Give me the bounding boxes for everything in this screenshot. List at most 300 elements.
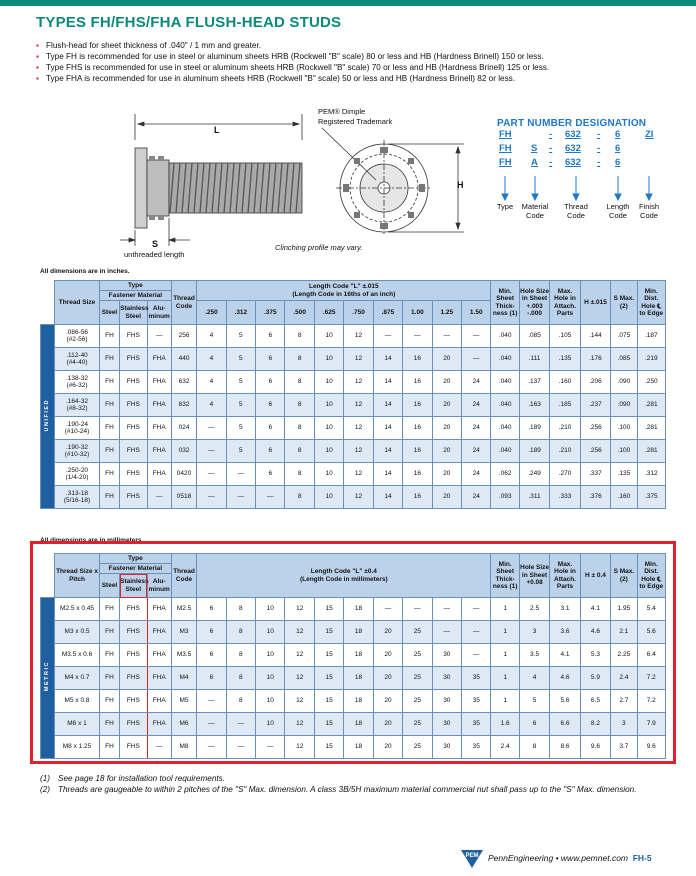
h-cell: .256 — [580, 417, 610, 440]
aluminum-type-cell: FHA — [147, 440, 171, 463]
footnote — [40, 784, 670, 795]
footnotes — [40, 773, 670, 795]
length-code-cell: 20 — [432, 440, 461, 463]
stainless-type-cell: FHS — [120, 463, 147, 486]
h-cell: 4.6 — [580, 621, 610, 644]
length-code-cell: 16 — [403, 486, 432, 509]
max-hole-cell: .135 — [550, 348, 580, 371]
h-cell: 8.2 — [580, 713, 610, 736]
length-code-cell: 8 — [285, 463, 314, 486]
length-code-cell: 4 — [197, 371, 226, 394]
steel-type-cell: FH — [99, 440, 119, 463]
aluminum-type-cell: FHA — [147, 690, 171, 713]
thread-size-cell — [55, 440, 100, 463]
steel-type-cell: FH — [99, 348, 119, 371]
unthreaded-length-label: unthreaded length — [124, 250, 185, 259]
length-code-cell: 10 — [314, 417, 343, 440]
thread-size-cell: M2.5 x 0.45 — [55, 598, 100, 621]
aluminum-type-cell: FHA — [147, 667, 171, 690]
length-code-cell: 8 — [226, 690, 255, 713]
thread-code-cell: 024 — [171, 417, 196, 440]
table-row — [41, 371, 666, 394]
s-cell: .160 — [611, 486, 637, 509]
length-code-cell: 4 — [197, 348, 226, 371]
thread-size-line: .313-18 — [66, 489, 89, 497]
length-code-cell: 35 — [462, 690, 491, 713]
length-code-cell: 4 — [197, 325, 226, 348]
max-hole-cell: .210 — [550, 440, 580, 463]
length-code-cell: 16 — [403, 394, 432, 417]
header-length: 1.50 — [462, 301, 491, 325]
length-code-cell: 16 — [403, 440, 432, 463]
length-code-cell: 8 — [285, 325, 314, 348]
hole-size-cell: 4 — [519, 667, 549, 690]
top-color-bar — [0, 0, 696, 6]
aluminum-type-cell: FHA — [147, 371, 171, 394]
max-hole-cell: .270 — [550, 463, 580, 486]
caption-line: Material — [521, 202, 549, 211]
length-code-cell: 12 — [344, 440, 373, 463]
s-cell: .090 — [611, 394, 637, 417]
hole-size-cell: .137 — [519, 371, 549, 394]
aluminum-type-cell: FHA — [147, 417, 171, 440]
min-dist-cell: .281 — [637, 440, 665, 463]
length-code-cell: 20 — [373, 736, 402, 759]
h-cell: 5.3 — [580, 644, 610, 667]
length-code-cell: 20 — [432, 394, 461, 417]
min-dist-cell: .375 — [637, 486, 665, 509]
length-code-cell: — — [462, 598, 491, 621]
thread-code-cell: M3 — [171, 621, 196, 644]
aluminum-type-cell: FHA — [147, 394, 171, 417]
length-code-cell: 6 — [256, 394, 285, 417]
min-dist-cell: 6.4 — [637, 644, 665, 667]
footnote-number: (2) — [40, 785, 51, 794]
pn-dash: - — [597, 157, 601, 168]
pn-thread: 632 — [565, 129, 581, 140]
length-code-cell: 6 — [256, 371, 285, 394]
length-code-cell: 12 — [285, 621, 314, 644]
trademark-text: Registered Trademark — [318, 117, 393, 126]
header-length: .312 — [226, 301, 255, 325]
hole-size-cell: .111 — [519, 348, 549, 371]
max-hole-cell: .185 — [550, 394, 580, 417]
length-code-cell: — — [197, 417, 226, 440]
length-code-title: Length Code "L" ±0.4 — [310, 568, 377, 575]
thread-code-cell: M3.5 — [171, 644, 196, 667]
length-code-cell: 4 — [197, 394, 226, 417]
length-code-cell: — — [432, 621, 461, 644]
length-code-cell: 15 — [314, 644, 343, 667]
hole-size-cell: .163 — [519, 394, 549, 417]
length-code-cell: 24 — [462, 394, 491, 417]
length-code-cell: 12 — [285, 736, 314, 759]
length-code-cell: 5 — [226, 348, 255, 371]
side-label-text: UNIFIED — [43, 398, 50, 431]
pn-dash: - — [549, 157, 553, 168]
length-code-cell: — — [226, 463, 255, 486]
thread-code-cell: M5 — [171, 690, 196, 713]
steel-type-cell: FH — [99, 394, 119, 417]
header-h: H ±.015 — [580, 281, 610, 325]
footnote-text: Threads are gaugeable to within 2 pitches of the "S" Max. dimension. A class 3B/5H maximum material commercial nut shall pass up to the "S" Max. dimension. — [58, 785, 637, 794]
header-thread-size: Thread Size — [55, 281, 100, 325]
pn-material: S — [531, 143, 538, 154]
s-cell: .100 — [611, 417, 637, 440]
min-dist-cell: 5.6 — [637, 621, 665, 644]
pn-dash: - — [549, 129, 553, 140]
part-number-designation — [496, 118, 667, 220]
thread-size-cell — [55, 348, 100, 371]
caption-line: Thread — [564, 202, 588, 211]
length-code-cell: 25 — [403, 713, 432, 736]
length-code-cell: 12 — [344, 325, 373, 348]
length-code-cell: 6 — [256, 440, 285, 463]
thread-size-cell — [55, 463, 100, 486]
caption-line: Code — [640, 211, 658, 220]
length-code-cell: 5 — [226, 440, 255, 463]
length-code-cell: 15 — [314, 690, 343, 713]
length-code-cell: 12 — [285, 598, 314, 621]
length-code-cell: — — [462, 621, 491, 644]
stainless-type-cell: FHS — [120, 440, 147, 463]
thread-size-line: .164-32 — [66, 397, 89, 405]
stainless-type-cell: FHS — [120, 644, 147, 667]
pem-dimple-label — [318, 107, 392, 127]
length-code-cell: 24 — [462, 463, 491, 486]
header-type: Type — [99, 554, 171, 564]
corner-cell — [41, 281, 55, 325]
min-dist-cell: .187 — [637, 325, 665, 348]
max-hole-cell: 4.6 — [550, 667, 580, 690]
length-code-cell: — — [197, 713, 226, 736]
thread-size-cell: M3 x 0.5 — [55, 621, 100, 644]
header-hole-size: Hole Size in Sheet +.003 -.000 — [519, 281, 549, 325]
unified-table-body — [41, 325, 666, 509]
header-length-code — [197, 281, 491, 301]
min-dist-cell: .219 — [637, 348, 665, 371]
min-sheet-cell: .093 — [491, 486, 519, 509]
pem-logo-text: PEM — [465, 853, 479, 859]
caption-line: Finish — [638, 202, 659, 211]
length-code-cell: 14 — [373, 348, 402, 371]
min-dist-cell: 5.4 — [637, 598, 665, 621]
length-code-cell: 18 — [344, 667, 373, 690]
thread-code-cell: M8 — [171, 736, 196, 759]
header-thread-code: Thread Code — [171, 281, 196, 325]
header-stainless: Stainless Steel — [120, 574, 147, 598]
length-code-cell: 8 — [285, 486, 314, 509]
max-hole-cell: 8.6 — [550, 736, 580, 759]
hole-size-cell: .311 — [519, 486, 549, 509]
length-code-cell: 20 — [432, 348, 461, 371]
table-row — [41, 417, 666, 440]
length-code-cell: — — [403, 325, 432, 348]
pn-length: 6 — [615, 157, 621, 168]
min-dist-cell: .250 — [637, 371, 665, 394]
caption-line: Code — [609, 211, 627, 220]
stainless-type-cell: FHS — [120, 371, 147, 394]
length-code-cell: 10 — [256, 644, 285, 667]
length-code-cell: 10 — [314, 486, 343, 509]
h-cell: .176 — [580, 348, 610, 371]
thread-size-cell — [55, 371, 100, 394]
caption-material — [515, 202, 555, 220]
pn-thread: 632 — [565, 143, 581, 154]
length-code-cell: 12 — [285, 644, 314, 667]
header-min-dist: Min. Dist. Hole ℄ to Edge — [637, 281, 665, 325]
length-code-cell: 14 — [373, 394, 402, 417]
s-cell: .135 — [611, 463, 637, 486]
length-code-cell: 25 — [403, 736, 432, 759]
max-hole-cell: .160 — [550, 371, 580, 394]
h-cell: .144 — [580, 325, 610, 348]
feature-item: ▪ Type FH is recommended for use in steel or aluminum sheets HRB (Rockwell "B" scale) 80 or less and HB (Hardness Brinell) 150 or less. — [36, 51, 676, 62]
thread-size-line: (#2-56) — [66, 336, 88, 343]
length-code-cell: 30 — [432, 644, 461, 667]
header-max-hole: Max. Hole in Attach. Parts — [550, 554, 580, 598]
footer-text: PennEngineering • www.pemnet.com — [488, 853, 628, 863]
length-code-cell: 20 — [432, 417, 461, 440]
stainless-type-cell: FHS — [120, 598, 147, 621]
header-length: .500 — [285, 301, 314, 325]
header-length: .250 — [197, 301, 226, 325]
length-code-cell: 10 — [314, 325, 343, 348]
length-code-cell: 25 — [403, 690, 432, 713]
length-code-cell: 8 — [226, 644, 255, 667]
h-cell: 4.1 — [580, 598, 610, 621]
thread-code-cell: 0420 — [171, 463, 196, 486]
length-code-cell: — — [197, 736, 226, 759]
max-hole-cell: 5.6 — [550, 690, 580, 713]
thread-code-cell: M6 — [171, 713, 196, 736]
length-code-cell: 14 — [373, 486, 402, 509]
length-code-cell: 16 — [403, 417, 432, 440]
thread-code-cell: M2.5 — [171, 598, 196, 621]
s-cell: 1.95 — [611, 598, 637, 621]
min-sheet-cell: .040 — [491, 371, 519, 394]
length-code-cell: 14 — [373, 371, 402, 394]
s-cell: 2.25 — [611, 644, 637, 667]
length-code-cell: 8 — [285, 371, 314, 394]
min-sheet-cell: 1 — [491, 667, 519, 690]
aluminum-type-cell: FHA — [147, 463, 171, 486]
length-code-cell: — — [256, 736, 285, 759]
length-code-cell: 12 — [285, 713, 314, 736]
page-footer — [488, 853, 652, 863]
length-code-cell: 15 — [314, 598, 343, 621]
length-code-cell: — — [373, 325, 402, 348]
feature-item: ▪ Type FHA is recommended for use in aluminum sheets HRB (Rockwell "B" scale) 50 or less and HB (Hardness Brinell) 82 or less. — [36, 73, 676, 84]
aluminum-type-cell: FHA — [147, 644, 171, 667]
header-aluminum: Alu- minum — [147, 574, 171, 598]
length-code-cell: 30 — [432, 667, 461, 690]
footnote-number: (1) — [40, 774, 51, 783]
side-label — [41, 325, 55, 509]
h-cell: 6.5 — [580, 690, 610, 713]
length-code-cell: 24 — [462, 371, 491, 394]
length-code-cell: 35 — [462, 736, 491, 759]
length-code-cell: 5 — [226, 394, 255, 417]
steel-type-cell: FH — [99, 598, 119, 621]
pn-material: A — [531, 157, 538, 168]
h-cell: .256 — [580, 440, 610, 463]
header-length: .875 — [373, 301, 402, 325]
length-code-cell: 10 — [314, 440, 343, 463]
length-code-cell: — — [462, 348, 491, 371]
steel-type-cell: FH — [99, 713, 119, 736]
header-max-hole: Max. Hole in Attach. Parts — [550, 281, 580, 325]
min-sheet-cell: .040 — [491, 440, 519, 463]
steel-type-cell: FH — [99, 690, 119, 713]
thread-size-cell: M8 x 1.25 — [55, 736, 100, 759]
length-code-cell: 25 — [403, 621, 432, 644]
pn-length: 6 — [615, 129, 621, 140]
footnote — [40, 773, 670, 784]
length-code-cell: 14 — [373, 440, 402, 463]
length-code-cell: 8 — [285, 417, 314, 440]
side-label-text: METRIC — [43, 661, 50, 692]
hole-size-cell: 3.5 — [519, 644, 549, 667]
h-cell: .237 — [580, 394, 610, 417]
s-cell: .100 — [611, 440, 637, 463]
caption-line: Length — [606, 202, 630, 211]
aluminum-type-cell: — — [147, 486, 171, 509]
length-code-cell: 15 — [314, 667, 343, 690]
h-cell: .337 — [580, 463, 610, 486]
length-code-cell: 35 — [462, 667, 491, 690]
thread-size-cell — [55, 394, 100, 417]
hole-size-cell: 8 — [519, 736, 549, 759]
min-dist-cell: 7.2 — [637, 667, 665, 690]
caption-thread — [556, 202, 596, 220]
pem-dimple-text: PEM® Dimple — [318, 107, 366, 116]
min-dist-cell: .281 — [637, 417, 665, 440]
length-code-cell: 6 — [197, 644, 226, 667]
length-code-cell: 20 — [432, 486, 461, 509]
thread-size-line: .086-56 — [66, 328, 89, 336]
header-h: H ± 0.4 — [580, 554, 610, 598]
part-number-row — [497, 129, 667, 143]
stainless-type-cell: FHS — [120, 325, 147, 348]
length-code-cell: 5 — [226, 325, 255, 348]
length-code-cell: 20 — [373, 713, 402, 736]
length-code-cell: 18 — [344, 713, 373, 736]
s-cell: 3.7 — [611, 736, 637, 759]
min-sheet-cell: .040 — [491, 417, 519, 440]
header-s: S Max. (2) — [611, 281, 637, 325]
caption-line: Code — [567, 211, 585, 220]
length-code-cell: 12 — [344, 417, 373, 440]
steel-type-cell: FH — [99, 325, 119, 348]
h-cell: .206 — [580, 371, 610, 394]
length-code-cell: 30 — [432, 736, 461, 759]
length-code-cell: 8 — [226, 667, 255, 690]
length-code-cell: — — [462, 325, 491, 348]
length-code-cell: — — [197, 486, 226, 509]
aluminum-type-cell: FHA — [147, 348, 171, 371]
length-code-cell: 10 — [256, 667, 285, 690]
length-code-cell: 6 — [256, 348, 285, 371]
length-code-cell: 6 — [256, 417, 285, 440]
thread-code-cell: 832 — [171, 394, 196, 417]
thread-size-line: (#4-40) — [66, 359, 88, 366]
stainless-type-cell: FHS — [120, 394, 147, 417]
stud-drawing — [40, 100, 480, 265]
min-dist-cell: 7.9 — [637, 713, 665, 736]
length-code-cell: 12 — [344, 394, 373, 417]
length-code-cell: — — [432, 325, 461, 348]
length-code-cell: 10 — [256, 690, 285, 713]
length-code-cell: 20 — [373, 644, 402, 667]
pn-dash: - — [549, 143, 553, 154]
header-type: Type — [99, 281, 171, 291]
max-hole-cell: 6.6 — [550, 713, 580, 736]
length-code-subtitle: (Length Code in 16ths of an inch) — [292, 290, 396, 298]
table-row — [41, 348, 666, 371]
hole-size-cell: 3 — [519, 621, 549, 644]
hole-size-cell: 2.5 — [519, 598, 549, 621]
length-code-cell: 12 — [344, 463, 373, 486]
length-code-cell: 10 — [314, 463, 343, 486]
pn-dash: - — [597, 129, 601, 140]
table-row — [41, 394, 666, 417]
dimension-s-label: S — [152, 239, 159, 249]
stainless-type-cell: FHS — [120, 417, 147, 440]
max-hole-cell: 3.6 — [550, 621, 580, 644]
thread-code-cell: 032 — [171, 440, 196, 463]
header-stainless: Stainless Steel — [120, 301, 147, 325]
length-code-cell: 8 — [226, 598, 255, 621]
caption-line: Code — [526, 211, 544, 220]
length-code-cell: 10 — [314, 348, 343, 371]
length-code-cell: 5 — [226, 417, 255, 440]
caption-line: Type — [496, 202, 514, 211]
length-code-cell: 20 — [373, 667, 402, 690]
header-aluminum: Alu- minum — [147, 301, 171, 325]
length-code-cell: 10 — [314, 394, 343, 417]
min-dist-cell: .312 — [637, 463, 665, 486]
stainless-type-cell: FHS — [120, 690, 147, 713]
length-code-cell: 24 — [462, 486, 491, 509]
thread-size-cell: M6 x 1 — [55, 713, 100, 736]
header-length: .750 — [344, 301, 373, 325]
table-row — [41, 325, 666, 348]
thread-code-cell: 0518 — [171, 486, 196, 509]
pn-type: FH — [499, 157, 512, 168]
length-code-cell: 16 — [403, 348, 432, 371]
header-thread-code: Thread Code — [171, 554, 196, 598]
max-hole-cell: .333 — [550, 486, 580, 509]
thread-size-line: .112-40 — [66, 351, 88, 359]
steel-type-cell: FH — [99, 621, 119, 644]
thread-size-line: (#10-32) — [64, 451, 90, 458]
min-sheet-cell: 1 — [491, 598, 519, 621]
length-code-cell: 10 — [256, 598, 285, 621]
header-min-sheet: Min. Sheet Thick- ness (1) — [491, 554, 519, 598]
aluminum-type-cell: FHA — [147, 713, 171, 736]
thread-size-line: (#10-24) — [64, 428, 90, 435]
length-code-cell: 10 — [256, 713, 285, 736]
length-code-cell: 35 — [462, 713, 491, 736]
thread-size-cell: M3.5 x 0.6 — [55, 644, 100, 667]
thread-size-line: .190-32 — [66, 443, 89, 451]
thread-size-line: .250-20 — [66, 466, 89, 474]
length-code-cell: — — [226, 713, 255, 736]
header-s: S Max. (2) — [611, 554, 637, 598]
max-hole-cell: 3.1 — [550, 598, 580, 621]
s-cell: 2.1 — [611, 621, 637, 644]
